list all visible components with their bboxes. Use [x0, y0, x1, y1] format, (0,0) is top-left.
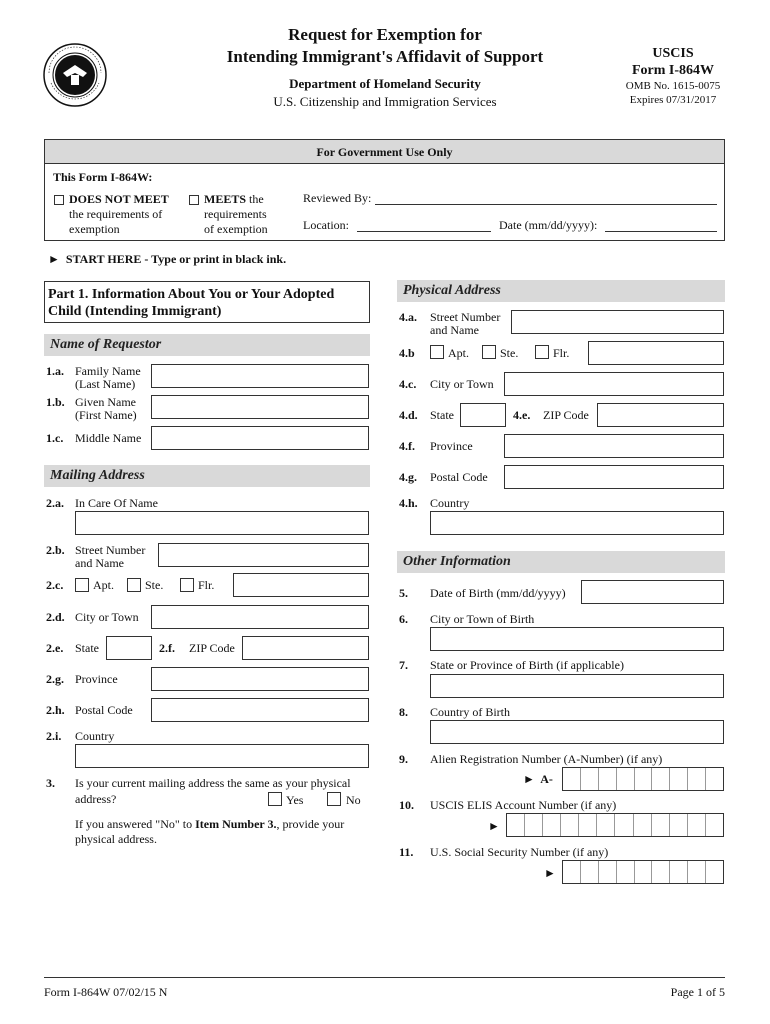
expiration-date: Expires 07/31/2017 — [629, 94, 717, 106]
middle-name-label: Middle Name — [75, 431, 142, 445]
footer-page-number: Page 1 of 5 — [670, 985, 725, 999]
physical-city-input[interactable] — [504, 372, 724, 396]
item-3-number: 3. — [46, 776, 55, 790]
care-of-name-label: In Care Of Name — [75, 496, 158, 510]
question-3-note: If you answered "No" to Item Number 3., provide your — [75, 817, 345, 831]
omb-number: OMB No. 1615-0075 — [625, 80, 721, 92]
mailing-province-label: Province — [75, 672, 118, 686]
item-11-number: 11. — [399, 845, 414, 859]
care-of-name-input[interactable] — [75, 511, 369, 535]
same-address-no-label: No — [346, 793, 361, 807]
date-of-birth-label: Date of Birth (mm/dd/yyyy) — [430, 586, 566, 600]
physical-unit-number-input[interactable] — [588, 341, 724, 365]
form-title-line2: Intending Immigrant's Affidavit of Support — [226, 47, 544, 66]
dhs-seal-icon — [43, 43, 107, 107]
family-name-input[interactable] — [151, 364, 369, 388]
government-use-heading: For Government Use Only — [45, 140, 724, 164]
name-of-requestor-section: Name of Requestor — [44, 334, 370, 356]
mailing-ste-label: Ste. — [145, 578, 164, 592]
item-2f-number: 2.f. — [159, 641, 175, 655]
part1-title-line2: Child (Intending Immigrant) — [48, 304, 222, 319]
physical-street-label: Street Number — [430, 310, 501, 324]
item-4f-number: 4.f. — [399, 439, 415, 453]
part1-header — [44, 281, 370, 323]
other-information-section: Other Information — [397, 551, 725, 573]
physical-apt-label: Apt. — [448, 346, 469, 360]
item-4d-number: 4.d. — [399, 408, 418, 422]
physical-city-label: City or Town — [430, 377, 494, 391]
arrow-right-icon: ► — [48, 252, 60, 266]
start-here-instruction: ► START HERE - Type or print in black ink. — [48, 252, 287, 266]
reviewed-by-label: Reviewed By: — [303, 191, 372, 205]
physical-flr-label: Flr. — [553, 346, 570, 360]
item-6-number: 6. — [399, 612, 408, 626]
form-number: Form I-864W — [631, 63, 715, 78]
given-name-sublabel: (First Name) — [75, 408, 137, 422]
mailing-street-sublabel: and Name — [75, 556, 124, 570]
physical-ste-checkbox[interactable] — [482, 345, 496, 359]
item-4a-number: 4.a. — [399, 310, 417, 324]
date-of-birth-input[interactable] — [581, 580, 724, 604]
item-10-number: 10. — [399, 798, 414, 812]
physical-street-sublabel: and Name — [430, 323, 479, 337]
physical-zip-label: ZIP Code — [543, 408, 589, 422]
mailing-postal-label: Postal Code — [75, 703, 133, 717]
mailing-state-select[interactable] — [106, 636, 152, 660]
arrow-right-icon: ► — [488, 819, 500, 833]
ssn-label: U.S. Social Security Number (if any) — [430, 845, 609, 859]
gov-date-line[interactable] — [605, 231, 717, 232]
a-number-input[interactable] — [562, 767, 724, 791]
physical-apt-checkbox[interactable] — [430, 345, 444, 359]
item-8-number: 8. — [399, 705, 408, 719]
item-2e-number: 2.e. — [46, 641, 64, 655]
item-1c-number: 1.c. — [46, 431, 64, 445]
item-2i-number: 2.i. — [46, 729, 62, 743]
item-5-number: 5. — [399, 586, 408, 600]
given-name-label: Given Name — [75, 395, 136, 409]
mailing-city-label: City or Town — [75, 610, 139, 624]
mailing-country-input[interactable] — [75, 744, 369, 768]
mailing-street-input[interactable] — [158, 543, 369, 567]
item-2d-number: 2.d. — [46, 610, 65, 624]
family-name-label: Family Name — [75, 364, 141, 378]
physical-country-label: Country — [430, 496, 470, 510]
given-name-input[interactable] — [151, 395, 369, 419]
item-4g-number: 4.g. — [399, 470, 417, 484]
meets-text: requirements — [204, 207, 267, 221]
ssn-input[interactable] — [562, 860, 724, 884]
physical-flr-checkbox[interactable] — [535, 345, 549, 359]
elis-account-input[interactable] — [506, 813, 724, 837]
this-form-label: This Form I-864W: — [53, 170, 153, 184]
mailing-flr-checkbox[interactable] — [180, 578, 194, 592]
mailing-apt-label: Apt. — [93, 578, 114, 592]
same-address-no-checkbox[interactable] — [327, 792, 341, 806]
mailing-flr-label: Flr. — [198, 578, 215, 592]
item-4e-number: 4.e. — [513, 408, 531, 422]
item-4b-number: 4.b — [399, 346, 415, 360]
a-number-prefix: ► A- — [523, 772, 553, 786]
mailing-state-label: State — [75, 641, 99, 655]
item-9-number: 9. — [399, 752, 408, 766]
arrow-right-icon: ► — [523, 772, 535, 786]
department-name: Department of Homeland Security — [289, 76, 481, 91]
same-address-yes-label: Yes — [286, 793, 304, 807]
country-of-birth-label: Country of Birth — [430, 705, 510, 719]
meets-text2: of exemption — [204, 222, 268, 236]
mailing-unit-number-input[interactable] — [233, 573, 369, 597]
physical-state-label: State — [430, 408, 454, 422]
physical-province-input[interactable] — [504, 434, 724, 458]
footer-rule — [44, 977, 725, 978]
item-1a-number: 1.a. — [46, 364, 64, 378]
mailing-street-label: Street Number — [75, 543, 146, 557]
item-2a-number: 2.a. — [46, 496, 64, 510]
mailing-postal-input[interactable] — [151, 698, 369, 722]
part1-title-line1: Part 1. Information About You or Your Adopted — [48, 287, 335, 302]
family-name-sublabel: (Last Name) — [75, 377, 136, 391]
government-use-box — [44, 139, 725, 241]
physical-ste-label: Ste. — [500, 346, 519, 360]
item-4c-number: 4.c. — [399, 377, 417, 391]
physical-street-input[interactable] — [511, 310, 724, 334]
item-2h-number: 2.h. — [46, 703, 65, 717]
same-address-yes-checkbox[interactable] — [268, 792, 282, 806]
question-3-text: Is your current mailing address the same as your physical — [75, 776, 351, 790]
physical-postal-label: Postal Code — [430, 470, 488, 484]
item-7-number: 7. — [399, 658, 408, 672]
country-of-birth-input[interactable] — [430, 720, 724, 744]
does-not-meet-text2: exemption — [69, 222, 120, 236]
mailing-province-input[interactable] — [151, 667, 369, 691]
item-2b-number: 2.b. — [46, 543, 65, 557]
mailing-address-section: Mailing Address — [44, 465, 370, 487]
form-title-line1: Request for Exemption for — [288, 25, 482, 44]
question-3-note2: physical address. — [75, 832, 157, 846]
location-line[interactable] — [357, 231, 491, 232]
mailing-city-input[interactable] — [151, 605, 369, 629]
meets-label: MEETS the — [204, 192, 264, 206]
state-of-birth-input[interactable] — [430, 674, 724, 698]
does-not-meet-label: DOES NOT MEET — [69, 192, 169, 206]
meets-checkbox[interactable] — [189, 195, 199, 205]
item-1b-number: 1.b. — [46, 395, 65, 409]
mailing-country-label: Country — [75, 729, 115, 743]
gov-date-label: Date (mm/dd/yyyy): — [499, 218, 598, 232]
physical-address-section: Physical Address — [397, 280, 725, 302]
agency-name: U.S. Citizenship and Immigration Services — [273, 94, 497, 109]
uscis-label: USCIS — [652, 46, 694, 61]
does-not-meet-checkbox[interactable] — [54, 195, 64, 205]
does-not-meet-text: the requirements of — [69, 207, 163, 221]
physical-country-input[interactable] — [430, 511, 724, 535]
question-3-text2: address? — [75, 792, 117, 806]
physical-zip-input[interactable] — [597, 403, 724, 427]
a-number-label: Alien Registration Number (A-Number) (if any) — [430, 752, 663, 766]
state-of-birth-label: State or Province of Birth (if applicable) — [430, 658, 624, 672]
reviewed-by-line[interactable] — [375, 204, 717, 205]
mailing-ste-checkbox[interactable] — [127, 578, 141, 592]
mailing-apt-checkbox[interactable] — [75, 578, 89, 592]
arrow-right-icon: ► — [544, 866, 556, 880]
elis-account-label: USCIS ELIS Account Number (if any) — [430, 798, 617, 812]
item-2c-number: 2.c. — [46, 578, 64, 592]
physical-postal-input[interactable] — [504, 465, 724, 489]
mailing-zip-input[interactable] — [242, 636, 369, 660]
item-2g-number: 2.g. — [46, 672, 64, 686]
footer-form-id: Form I-864W 07/02/15 N — [44, 985, 168, 999]
location-label: Location: — [303, 218, 349, 232]
city-of-birth-input[interactable] — [430, 627, 724, 651]
middle-name-input[interactable] — [151, 426, 369, 450]
item-4h-number: 4.h. — [399, 496, 418, 510]
city-of-birth-label: City or Town of Birth — [430, 612, 535, 626]
physical-province-label: Province — [430, 439, 473, 453]
mailing-zip-label: ZIP Code — [189, 641, 235, 655]
physical-state-select[interactable] — [460, 403, 506, 427]
